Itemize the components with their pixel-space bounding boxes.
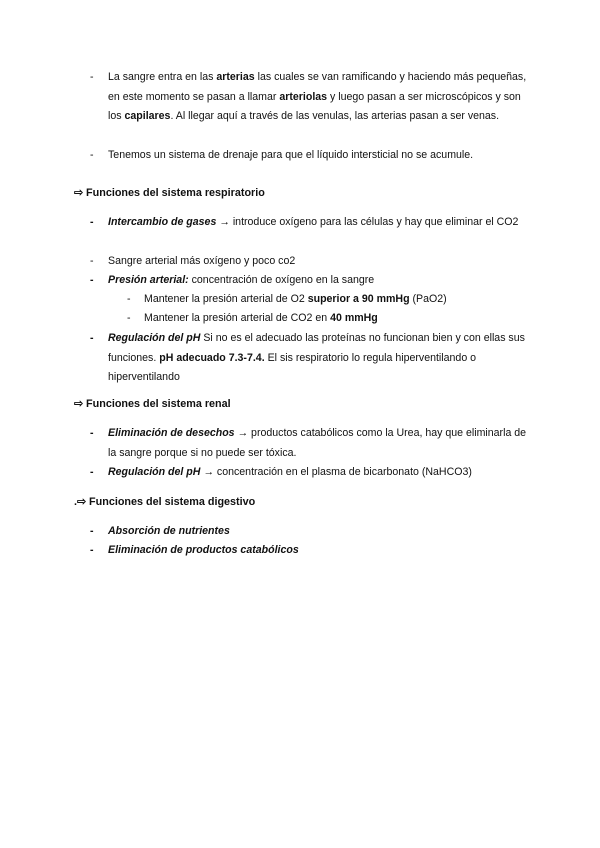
bold-italic-term: Eliminación de desechos	[108, 427, 235, 439]
bold-italic-term: Eliminación de productos catabólicos	[108, 544, 299, 556]
bold-italic-term: Regulación del pH	[108, 466, 201, 478]
list-item-arterias	[90, 68, 530, 127]
text-run: concentración de oxígeno en la sangre	[188, 274, 375, 286]
paragraph-text	[108, 213, 530, 233]
text-run: (PaO2)	[409, 293, 447, 305]
text-run: Mantener la presión arterial de CO2 en	[144, 312, 331, 324]
bullet-dash: -	[127, 312, 131, 324]
bold-term: pH adecuado 7.3-7.4.	[159, 351, 265, 364]
list-item-absorcion	[90, 522, 530, 542]
text-run: Si no es el adecuado las proteínas no funcionan bien y con ellas sus funciones.	[108, 332, 525, 364]
bullet-dash: -	[127, 293, 131, 305]
heading-digestivo: .⇨ Funciones del sistema digestivo	[74, 496, 256, 508]
paragraph-text	[108, 463, 530, 483]
bullet-dash: -	[90, 525, 94, 537]
sub-item-o2	[127, 290, 527, 310]
list-item-regulacion-ph	[90, 329, 530, 388]
paragraph-text	[144, 309, 527, 329]
list-item-eliminacion-desechos	[90, 424, 530, 463]
bold-term: 40 mmHg	[330, 312, 378, 324]
text-run: La sangre entra en las	[108, 71, 217, 83]
paragraph-text	[108, 424, 530, 463]
heading-respiratorio: ⇨ Funciones del sistema respiratorio	[74, 187, 265, 199]
paragraph-text: Tenemos un sistema de drenaje para que el líquido intersticial no se acumule.	[108, 149, 474, 161]
bullet-dash: -	[90, 466, 94, 478]
list-item-sangre-arterial	[90, 252, 530, 272]
paragraph-text	[144, 290, 527, 310]
text-run: Mantener la presión arterial de O2	[144, 293, 308, 305]
list-item-drenaje	[90, 146, 530, 166]
bullet-dash: -	[90, 149, 94, 161]
bullet-dash: -	[90, 544, 94, 556]
bold-term-arterias: arterias	[216, 71, 255, 83]
text-run: . Al llegar aquí a través de las venulas, las arterias pasan a ser venas.	[170, 110, 500, 123]
bold-italic-term: Absorción de nutrientes	[108, 525, 230, 537]
text-run: y luego pasan a ser microscópicos y son los	[108, 90, 521, 123]
bullet-dash: -	[90, 274, 94, 286]
bold-italic-term: Presión arterial:	[108, 274, 189, 286]
bold-term-capilares: capilares	[124, 110, 171, 123]
bullet-dash: -	[90, 216, 94, 228]
heading-renal: ⇨ Funciones del sistema renal	[74, 398, 231, 410]
bullet-dash: -	[90, 71, 94, 83]
bold-italic-term: Regulación del pH	[108, 332, 201, 344]
sub-item-co2	[127, 309, 527, 329]
bullet-dash: -	[90, 255, 94, 267]
bold-term-arteriolas: arteriolas	[279, 90, 328, 103]
text-run: → productos catabólicos como la Urea, hay que eliminarla de la sangre porque si no puede ser tóxica.	[108, 427, 527, 459]
bold-italic-term: Intercambio de gases	[108, 216, 217, 228]
bullet-dash: -	[90, 427, 94, 439]
paragraph-text	[108, 329, 530, 388]
text-run: → introduce oxígeno para las células y hay que eliminar el CO2	[216, 216, 519, 228]
list-item-regulacion-ph-renal	[90, 463, 530, 483]
paragraph-text	[108, 271, 530, 291]
list-item-intercambio	[90, 213, 530, 233]
text-run: las cuales se van ramificando y haciendo más pequeñas, en este momento se pasan a llamar	[108, 71, 527, 103]
text-run: El sis respiratorio lo regula hiperventilando o hiperventilando	[108, 351, 477, 384]
text-run: → concentración en el plasma de bicarbonato (NaHCO3)	[200, 466, 472, 478]
list-item-eliminacion-productos	[90, 541, 530, 561]
bold-term: superior a 90 mmHg	[307, 293, 410, 305]
paragraph-text	[108, 68, 530, 127]
bullet-dash: -	[90, 332, 94, 344]
list-item-presion-arterial	[90, 271, 530, 291]
paragraph-text: Sangre arterial más oxígeno y poco co2	[108, 255, 296, 267]
